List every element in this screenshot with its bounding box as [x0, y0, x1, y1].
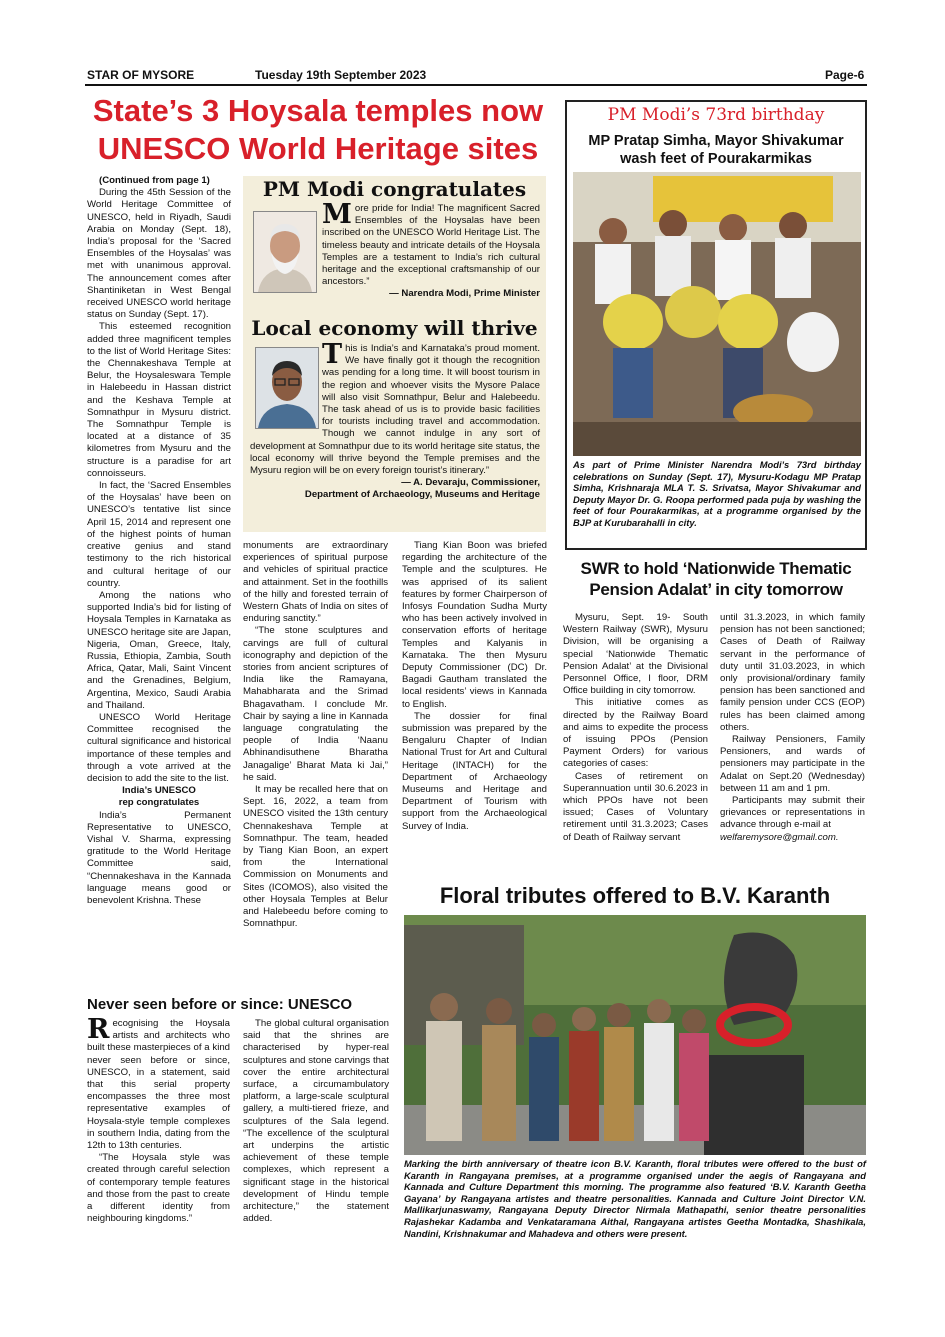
- issue-date: Tuesday 19th September 2023: [255, 68, 427, 82]
- unesco-column-1: [87, 1014, 230, 1225]
- paragraph: The global cultural organisation said that the shrines are characterised by hyper-real sculptures and stone carvings that cover the entire architectural surface, a circumambulatory platform, a large-scale sculptural gallery, a multi-tiered frieze, and sculptures of the Sala legend. “The excellence of the sculptural art underpins the artistic achievement of these temple complexes, which represent a significant stage in the historical development of Hindu temple architecture,” the statement added.: [243, 1018, 389, 1225]
- portrait-spacer: [250, 343, 322, 435]
- paragraph: Railway Pensioners, Family Pensioners, and wards of pensioners may participate in the Adalat on Sept.20 (Wednesday) between 11 am and 1 pm.: [720, 734, 865, 794]
- paragraph: ecognising the Hoysala artists and architects who built these masterpieces of a kind never seen before or since, UNESCO, in a statement, said that this serial property encompasses the three most representative examples of Hoysala-style temple complexes in southern India, dating from the 12th to 13th centuries.: [87, 1018, 230, 1152]
- lead-headline-line-2: UNESCO World Heritage sites: [97, 131, 539, 166]
- local-quote: [250, 339, 540, 502]
- paragraph: monuments are extraordinary experiences of spiritual purpose and vehicles of spiritual practice and attainment. Set in the foothills of the hilly and forested terrain of Western Ghats of India on sites of enduring sanctity.”: [243, 540, 388, 625]
- dropcap: M: [322, 199, 352, 230]
- swr-headline-line-1: SWR to hold ‘Nationwide Thematic: [580, 559, 852, 578]
- header-rule: [85, 84, 867, 86]
- karanth-image: [404, 915, 866, 1155]
- swr-headline: [560, 558, 872, 600]
- local-quote-text: his is India’s and Karnataka’s proud moment. We have finally got it though the recognition was pending for a long time. It will boost tourism in the region and whoever visits the Mysore Palace will also visit Somnathpur, Belur and Halebeedu. The task ahead of us is to provide basic facilities for tourists including travel and accommodation. Though we cannot indulge in any sort of development at Somnathpur due to its world heritage site status, the local economy will thrive beyond the Temple premises and the Mysuru region will be on every foreign tourist’s itinerary.”: [250, 343, 540, 477]
- swr-column-1: [563, 612, 708, 844]
- paragraph: Participants may submit their grievances or representations in advance through e-mail at: [720, 795, 865, 831]
- pada-puja-image: [573, 172, 861, 456]
- lead-column-3: [402, 540, 547, 833]
- birthday-headline-line-1: MP Pratap Simha, Mayor Shivakumar: [588, 133, 844, 149]
- karanth-caption: Marking the birth anniversary of theatre icon B.V. Karanth, floral tributes were offered to the bust of Karanth in Rangayana premises, at a programme organised under the aegis of Rangayana and Kannada and Culture Department this morning. The programme also featured ‘B.V. Karanth Geetha Gayana’ by Rangayana artistes and theatre personalities. Kannada and Culture Joint Director V.N. Mallikarjunaswamy, Rangayana Deputy Director Nirmala Mathapathi, senior theatre personalities Rajashekar Kadamba and Venkataramana Aithal, Rangayana artistes Geetha Montadka, Shashikala, Nandini, Krishnakumar and Mahadeva and others were present.: [404, 1158, 866, 1239]
- pm-signature: — Narendra Modi, Prime Minister: [389, 288, 540, 300]
- dropcap: R: [87, 1014, 110, 1045]
- modi-portrait: [253, 211, 317, 293]
- paragraph: Among the nations who supported India’s bid for listing of Hoysala Temples in Karnataka as UNESCO heritage site are Japan, Nigeria, Oman, Greece, Italy, Russia, Ethiopia, Zambia, South Africa, Qatar, Mali, Saint Vincent and the Grenadines, Belgium, Argentina, Mexico, Saudi Arabia and Thailand.: [87, 589, 231, 711]
- paragraph: This initiative comes as directed by the Railway Board and aims to expedite the process of issuing PPOs (Pension Payment Orders) for various categories of cases:: [563, 697, 708, 770]
- paragraph: “The stone sculptures and carvings are full of cultural iconography and depiction of the stories from ancient scriptures of India like the Ramayana, Mahabharata and the Srimad Bhagavatham. I conclude Mr. Chair by saying a line in Kannada language congratulating the people of India ‘Naanu Abhinandisuthene Bharatha Janagalige’ Bharat Mata ki Jai,” he said.: [243, 625, 388, 783]
- lead-headline: [82, 92, 554, 168]
- unesco-column-2: [243, 1018, 389, 1225]
- subheading: India’s UNESCO: [122, 785, 196, 797]
- paragraph: The dossier for final submission was prepared by the Bengaluru Chapter of Indian National Trust for Art and Cultural Heritage (INTACH) for the Department of Archaeology Museums and Heritage and Department of Tourism with support from the Archaeological Survey of India.: [402, 710, 547, 832]
- local-signature-2: Department of Archaeology, Museums and Heritage: [304, 489, 540, 501]
- paragraph: During the 45th Session of the World Heritage Committee of UNESCO, held in Riyadh, Saudi Arabia on Monday (Sept. 18), India’s proposal for the ‘Sacred Ensembles of the Hoysalas’ was met with unanimous approval. The announcement comes after Shantiniketan in West Bengal received UNESCO world heritage status on Sunday (Sept. 17).: [87, 187, 231, 321]
- paragraph: In fact, the ‘Sacred Ensembles of the Hoysalas’ have been on UNESCO’s tentative list since April 15, 2014 and represent one of the highest points of human creative genius and stand testimony to the rich historical and cultural heritage of our country.: [87, 480, 231, 589]
- birthday-headline-line-2: wash feet of Pourakarmikas: [620, 151, 812, 167]
- pm-quote: [322, 199, 540, 301]
- paragraph: Cases of retirement on Superannuation until 30.6.2023 in which PPOs have not been issued; Cases of Voluntary retirement until 31.3.2023; Cases of Death of Railway servant: [563, 770, 708, 843]
- dropcap: T: [322, 339, 343, 370]
- paragraph: It may be recalled here that on Sept. 16, 2022, a team from UNESCO visited the 13th century Chennakeshava Temple at Somnathpur. The team, headed by Tiang Kian Boon, an expert from the International Commission on Monuments and Sites (ICOMOS), also visited the other Hoysala Temples at Belur and Halebeedu before coming to Somnathpur.: [243, 784, 388, 930]
- local-signature-1: — A. Devaraju, Commissioner,: [401, 477, 540, 489]
- pm-quote-text: ore pride for India! The magnificent Sacred Ensembles of the Hoysalas have been inscribed on the UNESCO World Heritage List. The timeless beauty and intricate details of the Hoysala Temples are a testament to India’s rich cultural heritage and the exceptional craftsmanship of our ancestors.”: [322, 203, 540, 288]
- pada-puja-photo: [573, 172, 861, 456]
- paragraph: Tiang Kian Boon was briefed regarding the architecture of the Temple and the sculptures. He was apprised of its salient features by former Chairperson of Infosys Foundation Sudha Murty who has been actively involved in conservation efforts of heritage Temples and Kalyanis in Karnataka. The then Mysuru Deputy Commissioner (DC) Dr. Bagadi Gautham translated the local residents’ views in Kannada to English.: [402, 540, 547, 710]
- lead-column-1: [87, 175, 231, 907]
- paragraph: This esteemed recognition added three magnificent temples to the list of World Heritage Sites: the Chennakeshava Temple at Belur, the Hoysaleswara Temple in Halebeedu in Hassan district and the Keshava Temple at Somnathpur in Mysuru district. The Somnathpur Temple is located at a distance of 35 kilometres from Mysuru and the structure is a paradise for art connoisseurs.: [87, 321, 231, 479]
- subheading: rep congratulates: [118, 797, 200, 809]
- continued-note: (Continued from page 1): [99, 175, 210, 186]
- paragraph: India’s Permanent Representative to UNESCO, Vishal V. Sharma, expressing gratitude to the World Heritage Committee said, “Chennakeshava in the Kannada language means good or benevolent Krishna. These: [87, 809, 231, 906]
- unesco-headline: Never seen before or since: UNESCO: [87, 996, 353, 1013]
- lead-headline-line-1: State’s 3 Hoysala temples now: [92, 93, 544, 128]
- birthday-headline: [567, 132, 865, 168]
- swr-headline-line-2: Pension Adalat’ in city tomorrow: [589, 580, 843, 599]
- masthead: STAR OF MYSORE: [87, 68, 195, 82]
- paragraph: “The Hoysala style was created through careful selection of contemporary temple features and those from the past to create a different identity from neighbouring kingdoms.”: [87, 1152, 230, 1225]
- paragraph: until 31.3.2023, in which family pension has not been sanctioned; Cases of Death of Railway servant in the performance of duty until 31.03.2023, in which only provisional/ordinary family pension has been sanctioned and family pension under CCS (EOP) rules has been claimed among others.: [720, 612, 865, 733]
- birthday-caption: As part of Prime Minister Narendra Modi’s 73rd birthday celebrations on Sunday (Sept. 17), Mysuru-Kodagu MP Pratap Simha, Krishnaraja MLA T. S. Srivatsa, Mayor Shivakumar and Deputy Mayor Dr. G. Roopa performed pada puja by washing the feet of four Pourakarmikas, at a programme organised by the BJP at Kurubarahalli in city.: [573, 459, 861, 528]
- email-address: welfaremysore@gmail.com.: [720, 831, 839, 843]
- paragraph: Mysuru, Sept. 19- South Western Railway (SWR), Mysuru Division, will be organising a special ‘Nationwide Thematic Pension Adalat’ at the Divisional Personnel Office, I floor, DRM Office building in city tomorrow.: [563, 612, 708, 697]
- karanth-photo: [404, 915, 866, 1155]
- swr-column-2: [720, 612, 865, 844]
- modi-portrait-image: [254, 212, 316, 292]
- page-number: Page-6: [825, 68, 865, 82]
- birthday-kicker: PM Modi’s 73rd birthday: [607, 105, 825, 125]
- paragraph: UNESCO World Heritage Committee recognised the cultural significance and historical importance of these temples and through a vote arrived at the decision to add the site to the list.: [87, 711, 231, 784]
- karanth-headline: Floral tributes offered to B.V. Karanth: [439, 883, 831, 908]
- local-box-title: Local economy will thrive: [251, 316, 538, 340]
- lead-column-2: [243, 540, 388, 931]
- pm-box-title: PM Modi congratulates: [262, 177, 527, 201]
